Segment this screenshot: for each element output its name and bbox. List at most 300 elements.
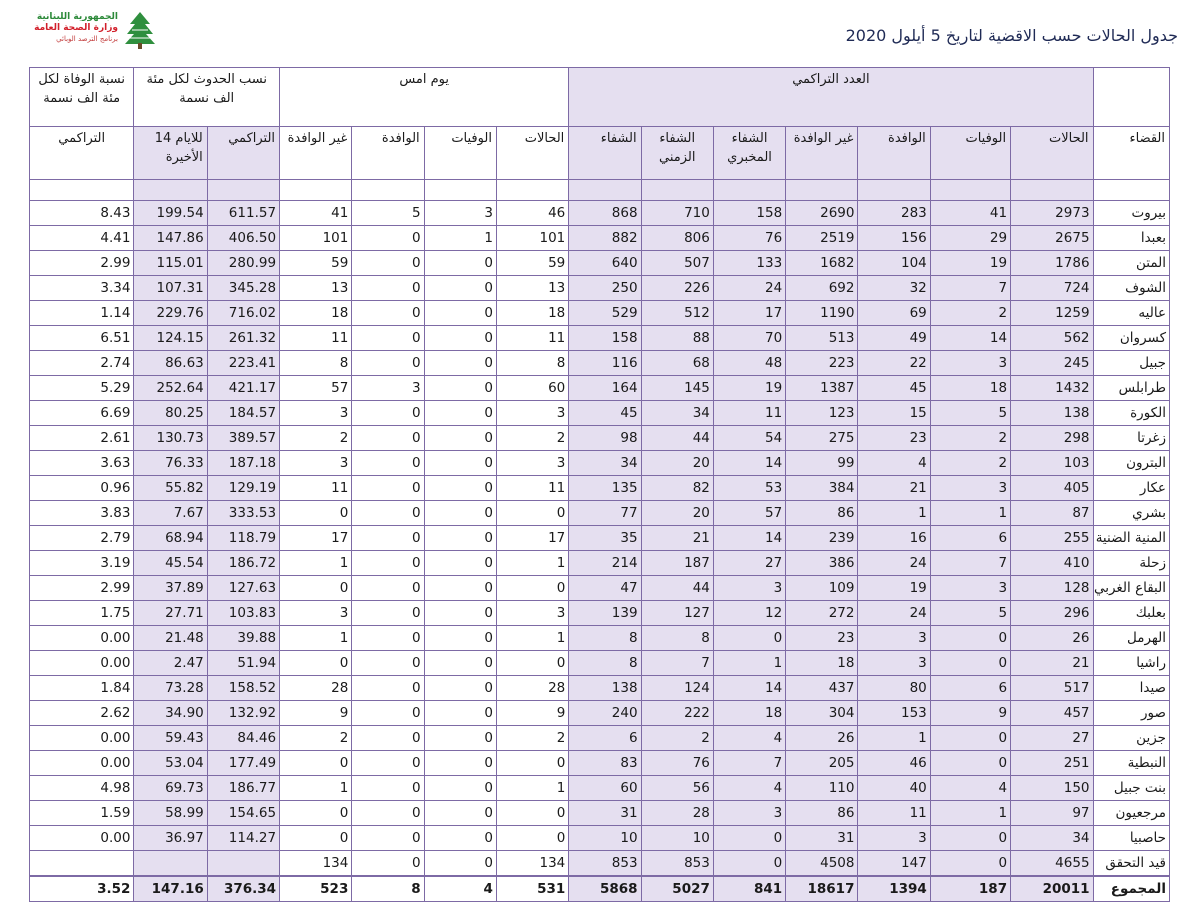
cell-non-imported: 437 [786, 676, 858, 701]
cell-y-non-imported: 17 [280, 526, 352, 551]
cell-imported: 1 [858, 726, 930, 751]
cell-recovered: 77 [569, 501, 641, 526]
cell-y-non-imported: 0 [280, 501, 352, 526]
cell-recovered-time: 28 [641, 801, 713, 826]
cell-y-non-imported: 18 [280, 301, 352, 326]
table-row [30, 776, 1170, 801]
cell-inc-cumulative: 103.83 [207, 601, 279, 626]
cell-recovered: 10 [569, 826, 641, 851]
cell-recovered-time: 34 [641, 401, 713, 426]
cell-imported: 45 [858, 376, 930, 401]
table-row [30, 251, 1170, 276]
cell-inc-cumulative: 177.49 [207, 751, 279, 776]
cell-y-imported: 0 [352, 426, 424, 451]
cell-y-deaths: 0 [424, 826, 496, 851]
cell-inc-14days: 86.63 [134, 351, 207, 376]
cell-recovered-lab: 1 [713, 651, 785, 676]
cell-y-deaths: 0 [424, 526, 496, 551]
col-cases: الحالات [1011, 127, 1093, 180]
cell-y-cases: 8 [496, 351, 568, 376]
cell-y-deaths: 0 [424, 476, 496, 501]
page-title: جدول الحالات حسب الاقضية لتاريخ 5 أيلول 2020 [845, 26, 1178, 45]
cell-y-cases: 2 [496, 426, 568, 451]
cell-inc-cumulative [207, 851, 279, 877]
cell-y-non-imported: 9 [280, 701, 352, 726]
cell-recovered-lab: 0 [713, 851, 785, 877]
cell-y-cases: 28 [496, 676, 568, 701]
cell-recovered-time: 20 [641, 501, 713, 526]
cell-y-non-imported: 0 [280, 651, 352, 676]
cell-deaths: 3 [930, 476, 1010, 501]
cell-inc-cumulative: 114.27 [207, 826, 279, 851]
cell-imported: 21 [858, 476, 930, 501]
cell-recovered: 138 [569, 676, 641, 701]
cell-recovered: 640 [569, 251, 641, 276]
cell-cases: 21 [1011, 651, 1093, 676]
cell-y-cases: 18 [496, 301, 568, 326]
cell-y-deaths: 0 [424, 651, 496, 676]
cell-y-cases: 0 [496, 751, 568, 776]
table-row [30, 476, 1170, 501]
cell-cases: 20011 [1011, 876, 1093, 902]
table-row [30, 301, 1170, 326]
table-row [30, 701, 1170, 726]
cell-non-imported: 109 [786, 576, 858, 601]
cell-inc-cumulative: 118.79 [207, 526, 279, 551]
cell-district: بعلبك [1093, 601, 1169, 626]
cell-district: مرجعيون [1093, 801, 1169, 826]
cedar-icon [122, 10, 158, 50]
cell-y-non-imported: 0 [280, 801, 352, 826]
cell-non-imported: 86 [786, 801, 858, 826]
cell-non-imported: 2690 [786, 201, 858, 226]
cell-y-imported: 0 [352, 276, 424, 301]
cell-y-non-imported: 0 [280, 751, 352, 776]
cell-inc-cumulative: 158.52 [207, 676, 279, 701]
cell-recovered-time: 124 [641, 676, 713, 701]
cell-y-imported: 0 [352, 401, 424, 426]
table-row [30, 276, 1170, 301]
cell-non-imported: 304 [786, 701, 858, 726]
cell-y-cases: 0 [496, 501, 568, 526]
cell-imported: 3 [858, 651, 930, 676]
cell-imported: 40 [858, 776, 930, 801]
cell-non-imported: 386 [786, 551, 858, 576]
cell-cases: 138 [1011, 401, 1093, 426]
cell-cases: 457 [1011, 701, 1093, 726]
cell-imported: 104 [858, 251, 930, 276]
cell-recovered: 8 [569, 626, 641, 651]
cell-district: المتن [1093, 251, 1169, 276]
cell-y-deaths: 0 [424, 326, 496, 351]
cell-inc-14days: 37.89 [134, 576, 207, 601]
col-inc-cumulative: التراكمي [207, 127, 279, 180]
cell-y-deaths: 0 [424, 301, 496, 326]
cell-non-imported: 26 [786, 726, 858, 751]
cell-mort-cumulative: 1.59 [30, 801, 134, 826]
cell-district: بعبدا [1093, 226, 1169, 251]
table-row [30, 651, 1170, 676]
cell-recovered: 853 [569, 851, 641, 877]
cell-imported: 46 [858, 751, 930, 776]
cell-non-imported: 123 [786, 401, 858, 426]
cell-inc-cumulative: 186.77 [207, 776, 279, 801]
cell-district: جزين [1093, 726, 1169, 751]
cell-cases: 255 [1011, 526, 1093, 551]
cell-y-imported: 0 [352, 826, 424, 851]
cell-non-imported: 99 [786, 451, 858, 476]
cell-cases: 34 [1011, 826, 1093, 851]
cell-deaths: 7 [930, 276, 1010, 301]
table-row [30, 426, 1170, 451]
cell-deaths: 14 [930, 326, 1010, 351]
cell-recovered-lab: 14 [713, 451, 785, 476]
cell-y-non-imported: 41 [280, 201, 352, 226]
cell-non-imported: 384 [786, 476, 858, 501]
cell-y-deaths: 1 [424, 226, 496, 251]
col-district: القضاء [1093, 127, 1169, 180]
cell-y-imported: 5 [352, 201, 424, 226]
cell-cases: 562 [1011, 326, 1093, 351]
cell-inc-14days: 107.31 [134, 276, 207, 301]
cell-non-imported: 4508 [786, 851, 858, 877]
table-row [30, 201, 1170, 226]
cell-district: المجموع [1093, 876, 1169, 902]
cell-imported: 23 [858, 426, 930, 451]
cell-mort-cumulative: 0.96 [30, 476, 134, 501]
cell-district: حاصبيا [1093, 826, 1169, 851]
cell-imported: 147 [858, 851, 930, 877]
cell-recovered-lab: 12 [713, 601, 785, 626]
cell-y-imported: 8 [352, 876, 424, 902]
cell-y-cases: 134 [496, 851, 568, 877]
cell-inc-14days: 73.28 [134, 676, 207, 701]
cell-mort-cumulative: 0.00 [30, 726, 134, 751]
cell-inc-14days: 76.33 [134, 451, 207, 476]
cell-recovered-lab: 54 [713, 426, 785, 451]
cell-recovered-time: 5027 [641, 876, 713, 902]
cases-table [29, 67, 1170, 902]
cell-inc-14days: 69.73 [134, 776, 207, 801]
cell-cases: 2675 [1011, 226, 1093, 251]
cell-recovered-lab: 0 [713, 626, 785, 651]
cell-inc-14days: 147.86 [134, 226, 207, 251]
col-y-deaths: الوفيات [424, 127, 496, 180]
cell-imported: 3 [858, 826, 930, 851]
cell-inc-14days: 34.90 [134, 701, 207, 726]
logo-text [18, 12, 118, 44]
cell-inc-14days [134, 851, 207, 877]
cell-non-imported: 18 [786, 651, 858, 676]
cell-inc-14days: 2.47 [134, 651, 207, 676]
cell-non-imported: 205 [786, 751, 858, 776]
cell-mort-cumulative: 2.61 [30, 426, 134, 451]
cell-deaths: 3 [930, 576, 1010, 601]
cell-deaths: 3 [930, 351, 1010, 376]
cell-y-imported: 0 [352, 601, 424, 626]
cell-non-imported: 272 [786, 601, 858, 626]
cell-recovered-time: 88 [641, 326, 713, 351]
cell-inc-14days: 36.97 [134, 826, 207, 851]
cell-imported: 32 [858, 276, 930, 301]
table-row [30, 401, 1170, 426]
cell-district: المنية الضنية [1093, 526, 1169, 551]
cell-y-cases: 2 [496, 726, 568, 751]
cell-recovered-lab: 3 [713, 801, 785, 826]
cell-recovered-lab: 48 [713, 351, 785, 376]
cell-inc-cumulative: 184.57 [207, 401, 279, 426]
cell-district: صيدا [1093, 676, 1169, 701]
cell-deaths: 6 [930, 676, 1010, 701]
cell-inc-cumulative: 129.19 [207, 476, 279, 501]
cell-district: الكورة [1093, 401, 1169, 426]
cell-recovered-time: 44 [641, 426, 713, 451]
cell-recovered: 83 [569, 751, 641, 776]
cell-non-imported: 692 [786, 276, 858, 301]
cell-y-imported: 0 [352, 576, 424, 601]
cell-recovered-time: 222 [641, 701, 713, 726]
cell-inc-cumulative: 223.41 [207, 351, 279, 376]
cell-inc-14days: 21.48 [134, 626, 207, 651]
cell-y-deaths: 0 [424, 251, 496, 276]
cell-mort-cumulative: 0.00 [30, 751, 134, 776]
cell-recovered-time: 145 [641, 376, 713, 401]
cell-cases: 296 [1011, 601, 1093, 626]
cell-recovered-lab: 7 [713, 751, 785, 776]
cell-cases: 150 [1011, 776, 1093, 801]
cell-y-non-imported: 3 [280, 451, 352, 476]
col-imported: الوافدة [858, 127, 930, 180]
cell-mort-cumulative: 1.84 [30, 676, 134, 701]
cell-y-deaths: 4 [424, 876, 496, 902]
cell-deaths: 0 [930, 826, 1010, 851]
cell-cases: 1259 [1011, 301, 1093, 326]
cell-recovered-lab: 18 [713, 701, 785, 726]
cell-recovered-time: 507 [641, 251, 713, 276]
cell-mort-cumulative: 4.98 [30, 776, 134, 801]
table-row [30, 601, 1170, 626]
cell-inc-cumulative: 186.72 [207, 551, 279, 576]
cell-district: طرابلس [1093, 376, 1169, 401]
cell-y-imported: 0 [352, 526, 424, 551]
cell-recovered-lab: 0 [713, 826, 785, 851]
header-mortality: نسبة الوفاة لكل مئة الف نسمة [30, 68, 134, 127]
cell-y-non-imported: 3 [280, 401, 352, 426]
table-row [30, 326, 1170, 351]
table-row [30, 726, 1170, 751]
cell-imported: 11 [858, 801, 930, 826]
cell-mort-cumulative: 0.00 [30, 626, 134, 651]
cell-y-deaths: 0 [424, 726, 496, 751]
cell-y-deaths: 0 [424, 751, 496, 776]
cell-inc-cumulative: 716.02 [207, 301, 279, 326]
cell-inc-14days: 229.76 [134, 301, 207, 326]
cell-deaths: 6 [930, 526, 1010, 551]
cell-recovered-time: 226 [641, 276, 713, 301]
cell-non-imported: 275 [786, 426, 858, 451]
cell-inc-cumulative: 84.46 [207, 726, 279, 751]
cell-deaths: 1 [930, 801, 1010, 826]
col-y-cases: الحالات [496, 127, 568, 180]
cell-district: عاليه [1093, 301, 1169, 326]
cell-mort-cumulative: 4.41 [30, 226, 134, 251]
cell-deaths: 0 [930, 651, 1010, 676]
cell-recovered-time: 853 [641, 851, 713, 877]
cell-non-imported: 2519 [786, 226, 858, 251]
cell-recovered-lab: 17 [713, 301, 785, 326]
cell-mort-cumulative: 0.00 [30, 826, 134, 851]
cell-y-non-imported: 1 [280, 551, 352, 576]
cell-y-imported: 0 [352, 251, 424, 276]
cell-recovered: 116 [569, 351, 641, 376]
cell-recovered: 31 [569, 801, 641, 826]
cell-cases: 517 [1011, 676, 1093, 701]
cell-y-cases: 0 [496, 826, 568, 851]
cell-y-imported: 0 [352, 676, 424, 701]
cell-imported: 3 [858, 626, 930, 651]
cell-non-imported: 239 [786, 526, 858, 551]
cell-y-cases: 9 [496, 701, 568, 726]
cell-cases: 97 [1011, 801, 1093, 826]
cell-cases: 298 [1011, 426, 1093, 451]
cell-y-non-imported: 13 [280, 276, 352, 301]
cell-y-deaths: 0 [424, 376, 496, 401]
cell-inc-14days: 130.73 [134, 426, 207, 451]
col-recovered: الشفاء [569, 127, 641, 180]
cell-mort-cumulative: 3.63 [30, 451, 134, 476]
cell-y-imported: 0 [352, 326, 424, 351]
table-row [30, 576, 1170, 601]
table-row [30, 376, 1170, 401]
cell-imported: 4 [858, 451, 930, 476]
cell-imported: 19 [858, 576, 930, 601]
cell-y-deaths: 0 [424, 776, 496, 801]
cell-y-imported: 0 [352, 751, 424, 776]
cell-recovered: 529 [569, 301, 641, 326]
total-row [30, 876, 1170, 902]
cell-recovered: 158 [569, 326, 641, 351]
cell-district: بيروت [1093, 201, 1169, 226]
cell-y-imported: 0 [352, 451, 424, 476]
cell-deaths: 0 [930, 626, 1010, 651]
cell-recovered-time: 710 [641, 201, 713, 226]
cell-y-deaths: 0 [424, 601, 496, 626]
cell-mort-cumulative: 6.51 [30, 326, 134, 351]
cell-y-cases: 101 [496, 226, 568, 251]
table-row [30, 676, 1170, 701]
cell-deaths: 0 [930, 726, 1010, 751]
cell-recovered: 214 [569, 551, 641, 576]
cell-recovered: 135 [569, 476, 641, 501]
cell-inc-cumulative: 333.53 [207, 501, 279, 526]
cell-y-cases: 11 [496, 326, 568, 351]
cell-district: النبطية [1093, 751, 1169, 776]
cell-inc-14days: 252.64 [134, 376, 207, 401]
table-body [30, 201, 1170, 902]
cell-inc-14days: 199.54 [134, 201, 207, 226]
cell-recovered-time: 20 [641, 451, 713, 476]
logo-line-3: برنامج الترصد الوبائي [56, 35, 118, 43]
cell-y-imported: 0 [352, 851, 424, 877]
cell-district: البقاع الغربي [1093, 576, 1169, 601]
cell-deaths: 29 [930, 226, 1010, 251]
cell-imported: 24 [858, 551, 930, 576]
cell-recovered-time: 7 [641, 651, 713, 676]
cell-imported: 156 [858, 226, 930, 251]
cell-recovered: 8 [569, 651, 641, 676]
cell-y-imported: 0 [352, 701, 424, 726]
cell-cases: 405 [1011, 476, 1093, 501]
cell-recovered: 868 [569, 201, 641, 226]
cell-cases: 410 [1011, 551, 1093, 576]
table-row [30, 826, 1170, 851]
cell-inc-cumulative: 39.88 [207, 626, 279, 651]
cell-y-non-imported: 1 [280, 776, 352, 801]
cell-y-deaths: 0 [424, 351, 496, 376]
cell-y-non-imported: 2 [280, 426, 352, 451]
cell-inc-cumulative: 421.17 [207, 376, 279, 401]
cell-inc-14days: 27.71 [134, 601, 207, 626]
cell-recovered: 47 [569, 576, 641, 601]
cell-non-imported: 1682 [786, 251, 858, 276]
cell-recovered-lab: 11 [713, 401, 785, 426]
cell-y-imported: 0 [352, 801, 424, 826]
cell-y-cases: 46 [496, 201, 568, 226]
cell-mort-cumulative: 2.99 [30, 251, 134, 276]
cell-district: صور [1093, 701, 1169, 726]
cell-recovered-lab: 3 [713, 576, 785, 601]
cell-y-deaths: 0 [424, 801, 496, 826]
cell-imported: 69 [858, 301, 930, 326]
cell-recovered-time: 8 [641, 626, 713, 651]
cell-imported: 49 [858, 326, 930, 351]
cell-district: بنت جبيل [1093, 776, 1169, 801]
cell-y-non-imported: 11 [280, 476, 352, 501]
header-yesterday: يوم امس [280, 68, 569, 127]
col-recovered-time: الشفاء الزمني [641, 127, 713, 180]
cell-recovered-lab: 4 [713, 726, 785, 751]
cell-y-imported: 3 [352, 376, 424, 401]
cell-deaths: 1 [930, 501, 1010, 526]
cell-recovered-time: 187 [641, 551, 713, 576]
cell-y-cases: 531 [496, 876, 568, 902]
cell-inc-14days: 45.54 [134, 551, 207, 576]
cell-imported: 283 [858, 201, 930, 226]
cell-y-non-imported: 0 [280, 826, 352, 851]
table-row [30, 851, 1170, 877]
cell-y-non-imported: 0 [280, 576, 352, 601]
cell-inc-cumulative: 345.28 [207, 276, 279, 301]
cell-y-cases: 13 [496, 276, 568, 301]
cell-cases: 103 [1011, 451, 1093, 476]
cell-recovered-time: 10 [641, 826, 713, 851]
cell-cases: 87 [1011, 501, 1093, 526]
cell-mort-cumulative: 8.43 [30, 201, 134, 226]
cell-inc-14days: 147.16 [134, 876, 207, 902]
cell-y-imported: 0 [352, 651, 424, 676]
cell-recovered: 164 [569, 376, 641, 401]
cell-non-imported: 31 [786, 826, 858, 851]
cell-recovered-lab: 14 [713, 526, 785, 551]
cell-y-cases: 1 [496, 626, 568, 651]
cell-non-imported: 110 [786, 776, 858, 801]
cell-y-non-imported: 57 [280, 376, 352, 401]
cell-deaths: 0 [930, 851, 1010, 877]
cell-mort-cumulative: 2.99 [30, 576, 134, 601]
cell-y-deaths: 0 [424, 626, 496, 651]
cell-district: زحلة [1093, 551, 1169, 576]
cell-inc-cumulative: 132.92 [207, 701, 279, 726]
